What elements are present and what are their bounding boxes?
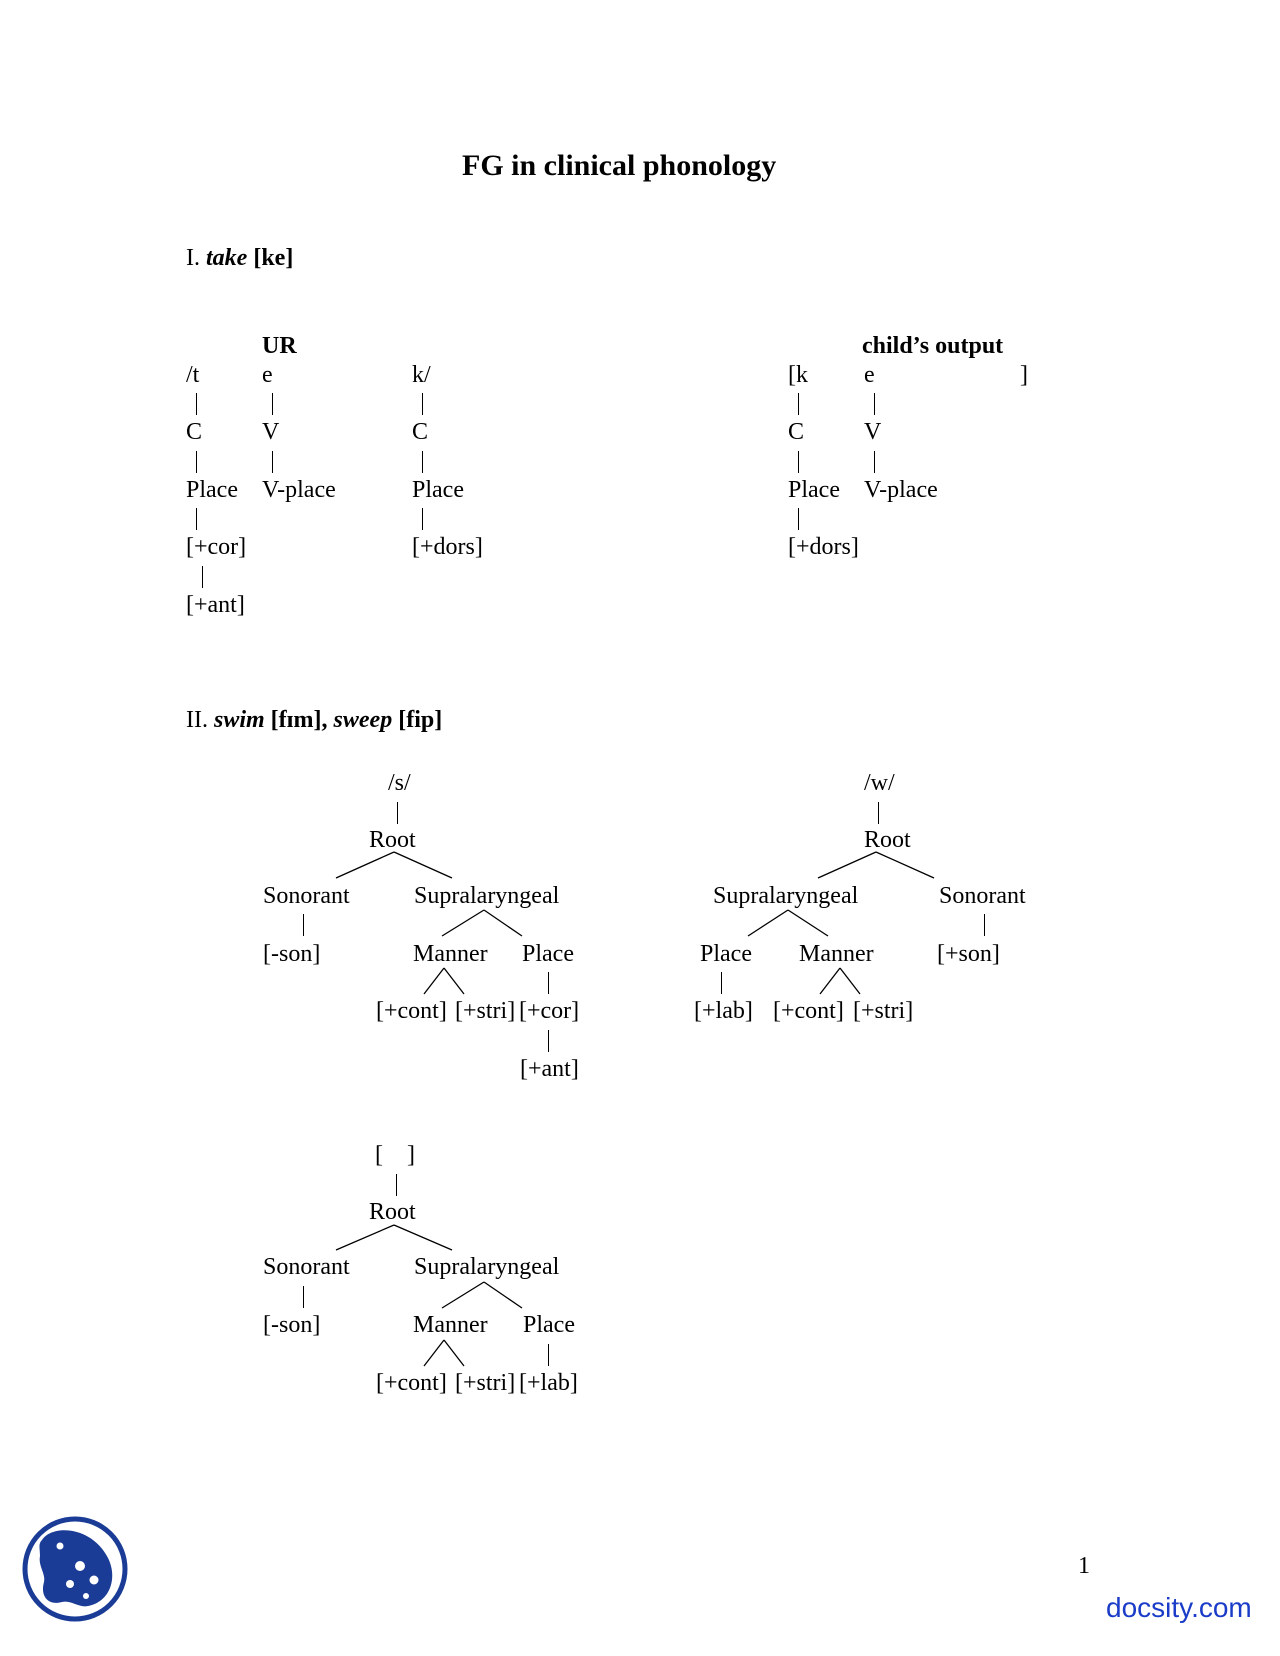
section-2-word-1: swim (213, 707, 265, 733)
tree-s-ant: [+ant] (520, 1056, 579, 1082)
tree-w-supralaryngeal: Supralaryngeal (713, 883, 859, 909)
output-place: Place (788, 477, 840, 503)
branch-line (820, 968, 840, 994)
tree-s-sonorant: Sonorant (263, 883, 350, 909)
branch-line (442, 910, 484, 936)
tree-w-segment: /w/ (864, 770, 895, 796)
section-1-numeral: I. (186, 245, 200, 271)
tree-s-segment: /s/ (388, 770, 411, 796)
output-seg-e: e (864, 362, 875, 388)
section-2-form-2: [fip] (398, 707, 443, 733)
tree-output-link (548, 1344, 549, 1366)
tree-output-place: Place (523, 1312, 575, 1338)
branch-line (840, 968, 860, 994)
tree-output-son-feature: [-son] (263, 1312, 321, 1338)
tree-s-link (397, 802, 398, 824)
ur-seg-k: k/ (412, 362, 431, 388)
tree-w-link (878, 802, 879, 824)
branch-line (424, 968, 444, 994)
tree-w-lab: [+lab] (694, 998, 753, 1024)
ur-feat-dors: [+dors] (412, 534, 483, 560)
tree-w-link (984, 914, 985, 936)
tree-w-sonorant: Sonorant (939, 883, 1026, 909)
branch-line (444, 1340, 464, 1366)
tree-s-cor: [+cor] (519, 998, 580, 1024)
branch-line (424, 1340, 444, 1366)
section-2-word-2: sweep (333, 707, 393, 733)
output-seg-k: [k (788, 362, 808, 388)
branch-line (336, 1225, 394, 1250)
ur-seg-t: /t (186, 362, 200, 388)
tree-output-cont: [+cont] (376, 1370, 447, 1396)
ur-place2: Place (412, 477, 464, 503)
section-1-word: take (206, 245, 248, 271)
ur-feat-ant: [+ant] (186, 592, 245, 618)
tree-s-place: Place (522, 941, 574, 967)
tree-output-segment: [ ] (375, 1142, 415, 1168)
page-number: 1 (1078, 1553, 1090, 1579)
output-v: V (864, 419, 882, 445)
docsity-logo-icon (22, 1516, 128, 1622)
page-title: FG in clinical phonology (462, 149, 777, 182)
ur-c1: C (186, 419, 203, 445)
output-feat-dors: [+dors] (788, 534, 859, 560)
tree-s-son-feature: [-son] (263, 941, 321, 967)
tree-output-supralaryngeal: Supralaryngeal (414, 1254, 560, 1280)
tree-s-cont: [+cont] (376, 998, 447, 1024)
branch-line (876, 852, 934, 878)
tree-output-root: Root (369, 1199, 416, 1225)
tree-s-link (303, 914, 304, 936)
tree-w-cont: [+cont] (773, 998, 844, 1024)
branch-line (444, 968, 464, 994)
tree-w-manner: Manner (799, 941, 874, 967)
ur-label: UR (262, 333, 297, 359)
branch-line (336, 852, 394, 878)
tree-output-stri: [+stri] (455, 1370, 516, 1396)
tree-w-root: Root (864, 827, 911, 853)
ur-seg-e: e (262, 362, 273, 388)
tree-w-son-feature: [+son] (937, 941, 1000, 967)
output-close-bracket: ] (1020, 362, 1028, 388)
tree-w-place: Place (700, 941, 752, 967)
tree-s-manner: Manner (413, 941, 488, 967)
branch-line (748, 910, 788, 936)
tree-s-supralaryngeal: Supralaryngeal (414, 883, 560, 909)
output-c: C (788, 419, 805, 445)
tree-output-link (396, 1174, 397, 1196)
tree-output-link (303, 1286, 304, 1308)
tree-output-sonorant: Sonorant (263, 1254, 350, 1280)
tree-s-stri: [+stri] (455, 998, 516, 1024)
output-label: child’s output (862, 333, 1004, 359)
ur-place1: Place (186, 477, 238, 503)
branch-line (442, 1282, 484, 1308)
tree-w-stri: [+stri] (853, 998, 914, 1024)
tree-s-root: Root (369, 827, 416, 853)
ur-c2: C (412, 419, 429, 445)
ur-v: V (262, 419, 280, 445)
branch-line (394, 852, 452, 878)
branch-line (818, 852, 876, 878)
tree-s-link (548, 1030, 549, 1052)
branch-line (484, 1282, 522, 1308)
branch-line (484, 910, 522, 936)
section-2-numeral: II. (186, 707, 208, 733)
branch-line (394, 1225, 452, 1250)
section-1-form: [ke] (253, 245, 294, 271)
ur-feat-cor: [+cor] (186, 534, 247, 560)
docsity-brand-link[interactable]: docsity.com (1106, 1592, 1252, 1623)
tree-s-link (548, 972, 549, 994)
tree-output-lab: [+lab] (519, 1370, 578, 1396)
tree-output-manner: Manner (413, 1312, 488, 1338)
section-2-form-1: [fɪm], (270, 707, 328, 733)
ur-vplace: V-place (262, 477, 336, 503)
branch-line (788, 910, 828, 936)
output-vplace: V-place (864, 477, 938, 503)
tree-w-link (721, 972, 722, 994)
